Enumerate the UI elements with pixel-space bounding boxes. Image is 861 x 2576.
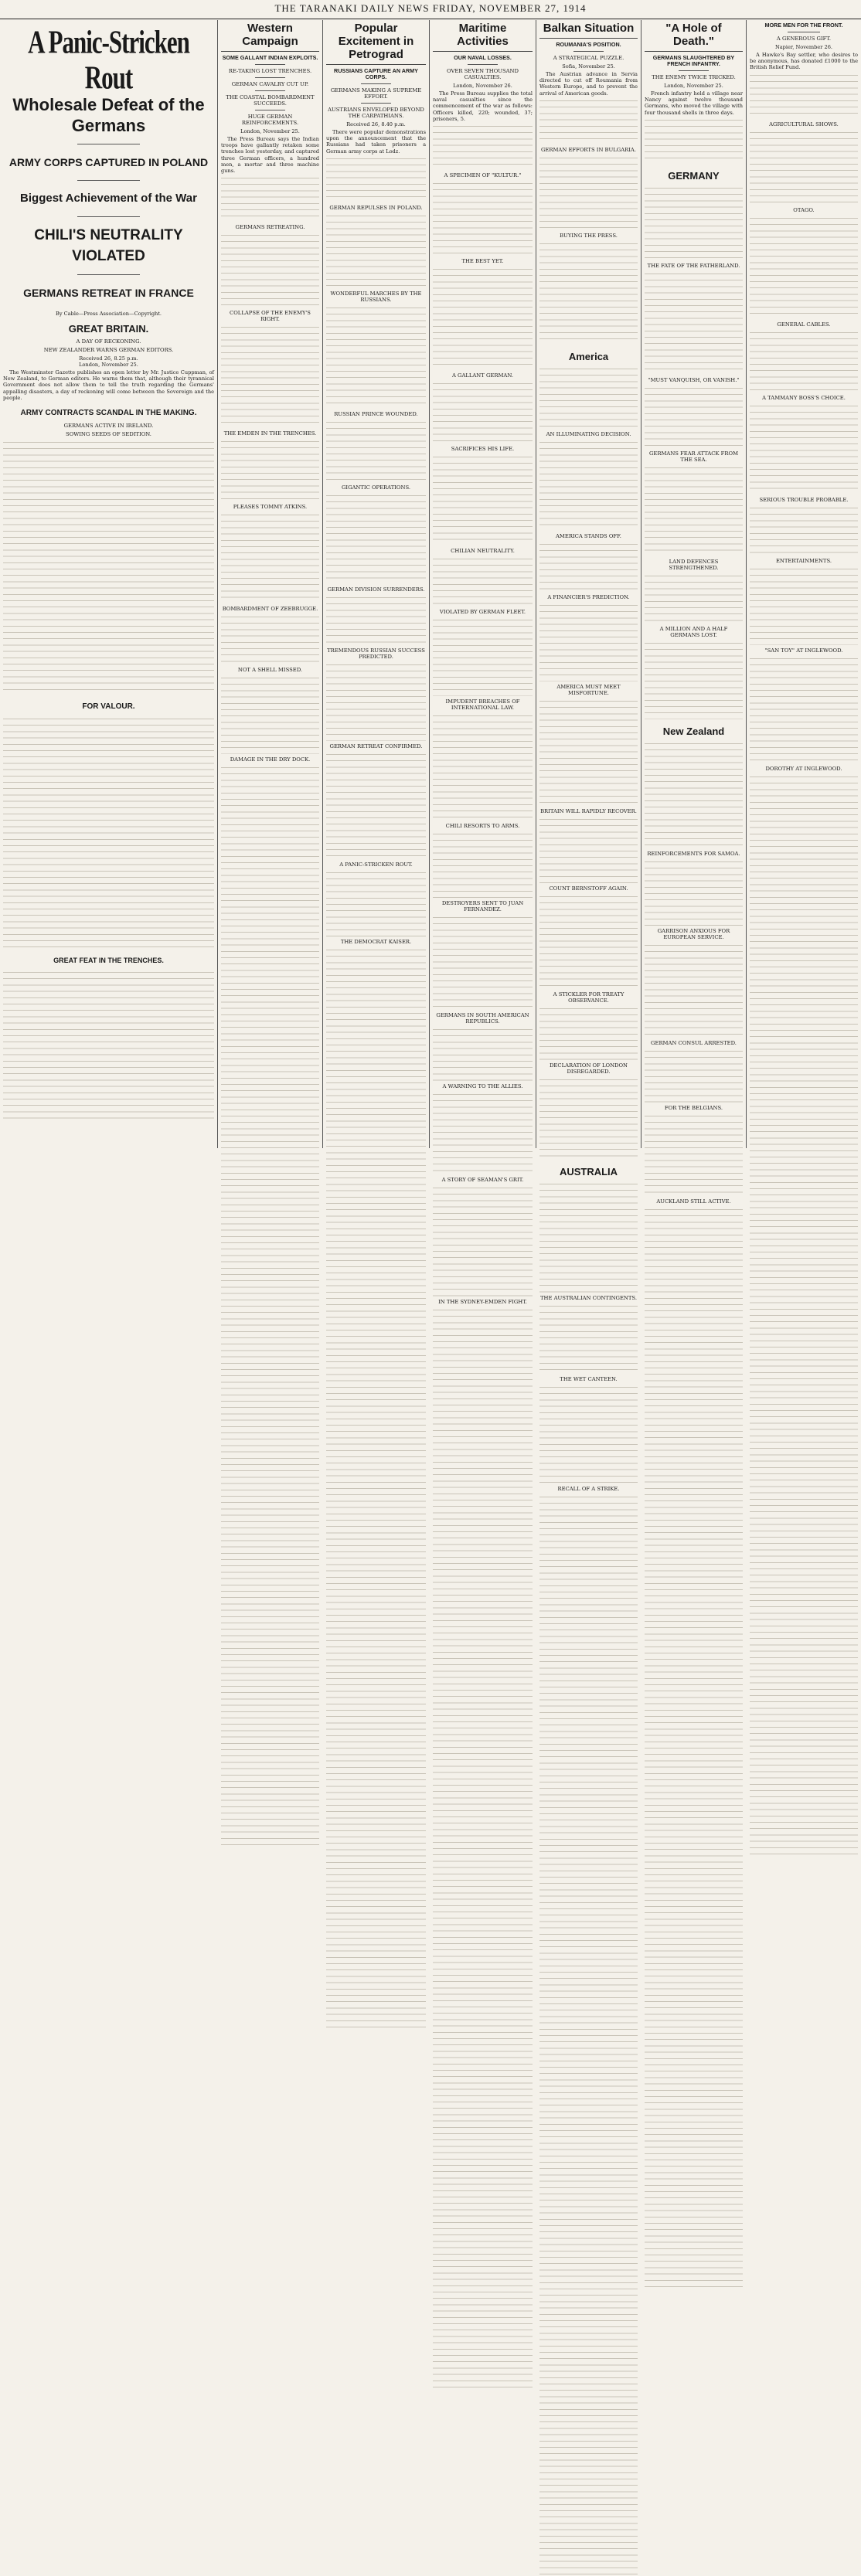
dateline: Received 26, 8.40 p.m. bbox=[346, 121, 406, 127]
article-text-block bbox=[645, 117, 743, 164]
news-column bbox=[218, 20, 323, 1148]
sub-heading: GERMAN CONSUL ARRESTED. bbox=[651, 1039, 737, 1046]
article-text-block bbox=[750, 330, 858, 393]
gb-date: Received 26, 8.25 p.m. bbox=[79, 355, 138, 362]
sub-heading: AUSTRALIA bbox=[559, 1165, 618, 1178]
article-text-block bbox=[750, 130, 858, 205]
sub-heading: ROUMANIA'S POSITION. bbox=[556, 41, 621, 48]
article-text: The Press Bureau says the Indian troops have gallantly retaken some trenches lost yesterday, and captured three German officers, a hundred men, a mortar and three machine guns. bbox=[221, 136, 319, 175]
sub-heading: FOR THE BELGIANS. bbox=[664, 1104, 723, 1111]
article-text-block bbox=[433, 915, 533, 1010]
article-text-block bbox=[539, 603, 638, 681]
sub-heading: GENERAL CABLES. bbox=[777, 321, 831, 328]
gb-head: GREAT BRITAIN. bbox=[68, 323, 149, 335]
article-text-block bbox=[326, 156, 426, 202]
credit-line: By Cable—Press Association—Copyright. bbox=[55, 311, 162, 317]
deck-3: Biggest Achievement of the War bbox=[20, 192, 197, 205]
sub-heading: THE COASTAL BOMBARDMENT SUCCEEDS. bbox=[226, 94, 315, 107]
article-text-block bbox=[433, 1307, 533, 2389]
army-sub: GERMANS ACTIVE IN IRELAND. bbox=[63, 423, 154, 430]
column-heading: Popular Excitement in Petrograd bbox=[326, 20, 426, 65]
sub-heading: BRITAIN WILL RAPIDLY RECOVER. bbox=[540, 807, 637, 814]
sub-heading: GERMAN EFFORTS IN BULGARIA. bbox=[540, 146, 637, 153]
sub-heading: RUSSIANS CAPTURE AN ARMY CORPS. bbox=[334, 67, 418, 80]
sub-heading: GERMANS MAKING A SUPREME EFFORT. bbox=[330, 87, 422, 100]
sub-heading: COUNT BERNSTOFF AGAIN. bbox=[549, 885, 628, 892]
article-text-block bbox=[433, 1185, 533, 1296]
sub-heading: New Zealand bbox=[662, 725, 725, 737]
column-heading: Maritime Activities bbox=[433, 20, 533, 52]
article-text-block bbox=[539, 241, 638, 345]
sub-heading: "MUST VANQUISH, OR VANISH." bbox=[648, 376, 740, 383]
gb-loc: London, November 25. bbox=[79, 362, 138, 368]
article-text-block bbox=[326, 752, 426, 859]
article-text-block bbox=[539, 155, 638, 230]
dateline: London, November 25. bbox=[664, 83, 723, 89]
sub-heading: HUGE GERMAN REINFORCEMENTS. bbox=[241, 114, 299, 126]
sub-heading: AUSTRIANS ENVELOPED BEYOND THE CARPATHIANS. bbox=[328, 107, 424, 119]
masthead: THE TARANAKI DAILY NEWS FRIDAY, NOVEMBER 27, 1914 bbox=[0, 0, 861, 19]
article-text: French infantry held a village near Nancy against twelve thousand Germans, who moved the village with four thousand shells in three days. bbox=[645, 90, 743, 116]
sub-heading: BUYING THE PRESS. bbox=[560, 232, 618, 239]
article-text-block bbox=[433, 381, 533, 443]
article-text-block bbox=[645, 1113, 743, 1196]
deck-1: Wholesale Defeat of the Germans bbox=[12, 95, 205, 135]
article-text-block bbox=[326, 595, 426, 645]
article-text-block bbox=[539, 1303, 638, 1374]
article-text-block bbox=[433, 1092, 533, 1174]
article-text-block bbox=[433, 267, 533, 370]
army-head: ARMY CONTRACTS SCANDAL IN THE MAKING. bbox=[20, 409, 197, 418]
valour-head: FOR VALOUR. bbox=[82, 702, 135, 712]
article-text-block bbox=[3, 440, 214, 695]
sub-heading: OTAGO. bbox=[793, 206, 815, 213]
sub-heading: GARRISON ANXIOUS FOR EUROPEAN SERVICE. bbox=[657, 927, 730, 940]
sub-heading: DESTROYERS SENT TO JUAN FERNANDEZ. bbox=[441, 900, 524, 913]
article-text-block bbox=[539, 1006, 638, 1060]
main-headline: A Panic-Stricken Rout bbox=[28, 23, 189, 96]
sub-heading: AMERICA STANDS OFF. bbox=[556, 532, 621, 539]
article-text-block bbox=[326, 662, 426, 741]
sub-heading: THE DEMOCRAT KAISER. bbox=[340, 938, 412, 945]
dateline: Sofia, November 25. bbox=[562, 63, 615, 70]
article-text-block bbox=[539, 366, 638, 429]
sub-heading: GERMAN DIVISION SURRENDERS. bbox=[327, 586, 425, 593]
article-text: The Press Bureau supplies the total naval casualties since the commencement of the war as follows: Officers killed, 220; wounded, 37; prisoners, 5. bbox=[433, 90, 533, 122]
sub-heading: GERMANS IN SOUTH AMERICAN REPUBLICS. bbox=[436, 1012, 529, 1025]
article-text-block bbox=[539, 817, 638, 883]
deck-4: CHILI'S NEUTRALITY VIOLATED bbox=[34, 227, 183, 264]
article-text-block bbox=[750, 774, 858, 1856]
sub-heading: GERMANY bbox=[668, 169, 720, 182]
sub-heading: AN ILLUMINATING DECISION. bbox=[546, 430, 631, 437]
sub-heading: IN THE SYDNEY-EMDEN FIGHT. bbox=[438, 1299, 527, 1306]
article-text-block bbox=[326, 305, 426, 409]
article-text-block bbox=[645, 185, 743, 260]
article-text: A Hawke's Bay settler, who desires to be anonymous, has donated £1000 to the British Relief Fund. bbox=[750, 52, 858, 71]
sub-heading: AGRICULTURAL SHOWS. bbox=[769, 121, 839, 127]
article-text-block bbox=[221, 614, 319, 664]
sub-heading: COLLAPSE OF THE ENEMY'S RIGHT. bbox=[230, 310, 311, 323]
article-text-block bbox=[645, 641, 743, 719]
article-text-block bbox=[221, 325, 319, 428]
sub-heading: A GALLANT GERMAN. bbox=[451, 372, 514, 379]
article-text-block bbox=[750, 403, 858, 494]
article-text-block bbox=[221, 233, 319, 308]
sub-heading: RUSSIAN PRINCE WOUNDED. bbox=[334, 410, 418, 417]
sub-heading: THE EMDEN IN THE TRENCHES. bbox=[223, 430, 317, 437]
sub-heading: SACRIFICES HIS LIFE. bbox=[451, 446, 515, 453]
article-text-block bbox=[326, 420, 426, 482]
sub-heading: A STRATEGICAL PUZZLE. bbox=[553, 55, 624, 61]
sub-heading: RE-TAKING LOST TRENCHES. bbox=[228, 68, 312, 74]
gb-sub: A DAY OF RECKONING. bbox=[76, 338, 141, 345]
front-column bbox=[0, 20, 218, 1148]
sub-heading: CHILI RESORTS TO ARMS. bbox=[445, 823, 520, 830]
article-text-block bbox=[539, 1385, 638, 1483]
column-heading: Balkan Situation bbox=[539, 20, 638, 39]
article-text-block bbox=[3, 716, 214, 948]
article-text-block bbox=[433, 831, 533, 898]
article-text-block bbox=[645, 465, 743, 556]
article-text-block bbox=[221, 675, 319, 754]
dateline: London, November 25. bbox=[240, 128, 300, 134]
article-text-block bbox=[326, 493, 426, 584]
article-text-block bbox=[221, 439, 319, 501]
deck-2: ARMY CORPS CAPTURED IN POLAND bbox=[9, 156, 209, 168]
article-text-block bbox=[645, 859, 743, 926]
sub-heading: REINFORCEMENTS FOR SAMOA. bbox=[647, 850, 740, 857]
article-text-block bbox=[326, 947, 426, 2029]
sub-heading: DOROTHY AT INGLEWOOD. bbox=[765, 765, 842, 772]
sub-heading: NOT A SHELL MISSED. bbox=[237, 667, 303, 674]
sub-heading: "SAN TOY" AT INGLEWOOD. bbox=[764, 647, 843, 654]
sub-heading: THE BEST YET. bbox=[461, 258, 504, 265]
sub-heading: MORE MEN FOR THE FRONT. bbox=[764, 22, 843, 29]
sub-heading: OUR NAVAL LOSSES. bbox=[454, 54, 512, 61]
sub-heading: A FINANCIER'S PREDICTION. bbox=[547, 593, 630, 600]
article-text-block bbox=[645, 271, 743, 375]
article-text: The Austrian advance in Servia directed to cut off Roumania from Western Europe, and to prevent the arrival of American goods. bbox=[539, 71, 638, 97]
sub-heading: America bbox=[568, 350, 609, 362]
sub-heading: GERMAN RETREAT CONFIRMED. bbox=[329, 743, 423, 749]
sub-heading: A STORY OF SEAMAN'S GRIT. bbox=[441, 1177, 524, 1184]
sub-heading: A STICKLER FOR TREATY OBSERVANCE. bbox=[553, 991, 624, 1004]
article-text-block bbox=[433, 181, 533, 256]
feat-head: GREAT FEAT IN THE TRENCHES. bbox=[53, 957, 164, 965]
article-text-block bbox=[433, 556, 533, 607]
sub-heading: PLEASES TOMMY ATKINS. bbox=[233, 504, 308, 511]
article-text-block bbox=[539, 1181, 638, 1293]
sub-heading: THE FATE OF THE FATHERLAND. bbox=[647, 262, 740, 269]
news-column bbox=[747, 20, 861, 1148]
sub-heading: A PANIC-STRICKEN ROUT. bbox=[339, 861, 413, 868]
sub-heading: A GENEROUS GIFT. bbox=[776, 36, 832, 42]
sub-heading: GERMAN CAVALRY CUT UP. bbox=[231, 81, 309, 87]
article-text-block bbox=[221, 175, 319, 222]
article-text-block bbox=[539, 1077, 638, 1160]
sub-heading: VIOLATED BY GERMAN FLEET. bbox=[439, 609, 526, 616]
sub-heading: LAND DEFENCES STRENGTHENED. bbox=[669, 558, 719, 571]
article-text-block bbox=[539, 542, 638, 592]
article-text-block bbox=[539, 440, 638, 531]
article-text-block bbox=[433, 617, 533, 696]
sub-heading: DAMAGE IN THE DRY DOCK. bbox=[230, 756, 311, 763]
sub-heading: THE ENEMY TWICE TRICKED. bbox=[652, 74, 736, 80]
army-sub2: SOWING SEEDS OF SEDITION. bbox=[66, 431, 151, 438]
sub-heading: RECALL OF A STRIKE. bbox=[557, 1485, 620, 1492]
article-text-block bbox=[539, 894, 638, 989]
sub-heading: GERMAN REPULSES IN POLAND. bbox=[329, 204, 423, 211]
article-text-block bbox=[433, 454, 533, 545]
article-text-block bbox=[750, 505, 858, 556]
dateline: London, November 26. bbox=[453, 83, 512, 89]
sub-heading: A SPECIMEN OF "KULTUR." bbox=[444, 172, 522, 179]
article-text-block bbox=[645, 741, 743, 848]
sub-heading: THE WET CANTEEN. bbox=[560, 1375, 618, 1382]
article-text-block bbox=[221, 512, 319, 603]
article-text-block bbox=[750, 656, 858, 763]
sub-heading: OVER SEVEN THOUSAND CASUALTIES. bbox=[447, 68, 519, 80]
article-text-block bbox=[539, 698, 638, 806]
article-text-block bbox=[750, 566, 858, 645]
sub-heading: WONDERFUL MARCHES BY THE RUSSIANS. bbox=[330, 290, 422, 303]
sub-heading: AMERICA MUST MEET MISFORTUNE. bbox=[556, 683, 621, 696]
article-text-block bbox=[433, 713, 533, 821]
news-column bbox=[430, 20, 536, 1306]
article-text: There were popular demonstrations upon the announcement that the Russians had taken prisoners a German army corps at Lodz. bbox=[326, 129, 426, 155]
article-text-block bbox=[645, 1048, 743, 1103]
article-text-block bbox=[326, 213, 426, 288]
article-text-block bbox=[645, 1207, 743, 2289]
article-text-block bbox=[645, 386, 743, 448]
sub-heading: TREMENDOUS RUSSIAN SUCCESS PREDICTED. bbox=[327, 647, 425, 660]
sub-heading: A MILLION AND A HALF GERMANS LOST. bbox=[659, 625, 728, 638]
article-text-block bbox=[221, 765, 319, 1847]
article-text-block bbox=[539, 98, 638, 144]
article-text-block bbox=[645, 943, 743, 1038]
sub-heading: THE AUSTRALIAN CONTINGENTS. bbox=[540, 1294, 637, 1301]
dateline: Napier, November 26. bbox=[774, 44, 833, 50]
sub-heading: GERMANS RETREATING. bbox=[235, 224, 305, 231]
sub-heading: SOME GALLANT INDIAN EXPLOITS. bbox=[222, 54, 318, 61]
deck-5: GERMANS RETREAT IN FRANCE bbox=[23, 287, 194, 299]
article-text-block bbox=[750, 216, 858, 319]
sub-heading: A TAMMANY BOSS'S CHOICE. bbox=[762, 394, 846, 401]
gb-sub2: NEW ZEALANDER WARNS GERMAN EDITORS. bbox=[43, 347, 174, 353]
sub-heading: GIGANTIC OPERATIONS. bbox=[341, 484, 411, 491]
sub-heading: DECLARATION OF LONDON DISREGARDED. bbox=[549, 1062, 628, 1075]
sub-heading: GERMANS SLAUGHTERED BY FRENCH INFANTRY. bbox=[652, 54, 735, 67]
column-heading: Western Campaign bbox=[221, 20, 319, 52]
sub-heading: CHILIAN NEUTRALITY. bbox=[451, 548, 515, 555]
news-column bbox=[323, 20, 430, 1148]
column-heading: "A Hole of Death." bbox=[645, 20, 743, 52]
sub-heading: BOMBARDMENT OF ZEEBRUGGE. bbox=[222, 606, 318, 613]
sub-heading: ENTERTAINMENTS. bbox=[775, 557, 832, 564]
gb-text: The Westminster Gazette publishes an open letter by Mr. Justice Cuppman, of New Zealand, to German editors. He warns them that, although their tyrannical Government does not allow them to tell the truth regarding the Germans' appalling disasters, a day of reckoning will come between the Sovereign and the people. bbox=[3, 369, 214, 401]
article-text-block bbox=[433, 1027, 533, 1081]
sub-heading: GERMANS FEAR ATTACK FROM THE SEA. bbox=[648, 450, 739, 463]
sub-heading: A WARNING TO THE ALLIES. bbox=[442, 1083, 523, 1090]
news-column bbox=[536, 20, 641, 1492]
article-text-block bbox=[750, 73, 858, 119]
article-text-block bbox=[3, 970, 214, 1124]
article-text-block bbox=[326, 870, 426, 936]
article-text-block bbox=[645, 573, 743, 624]
news-column bbox=[641, 20, 747, 1205]
article-text-block bbox=[433, 124, 533, 170]
sub-heading: AUCKLAND STILL ACTIVE. bbox=[656, 1198, 731, 1205]
sub-heading: SERIOUS TROUBLE PROBABLE. bbox=[759, 496, 849, 503]
article-text-block bbox=[539, 1494, 638, 2576]
sub-heading: IMPUDENT BREACHES OF INTERNATIONAL LAW. bbox=[445, 698, 520, 712]
